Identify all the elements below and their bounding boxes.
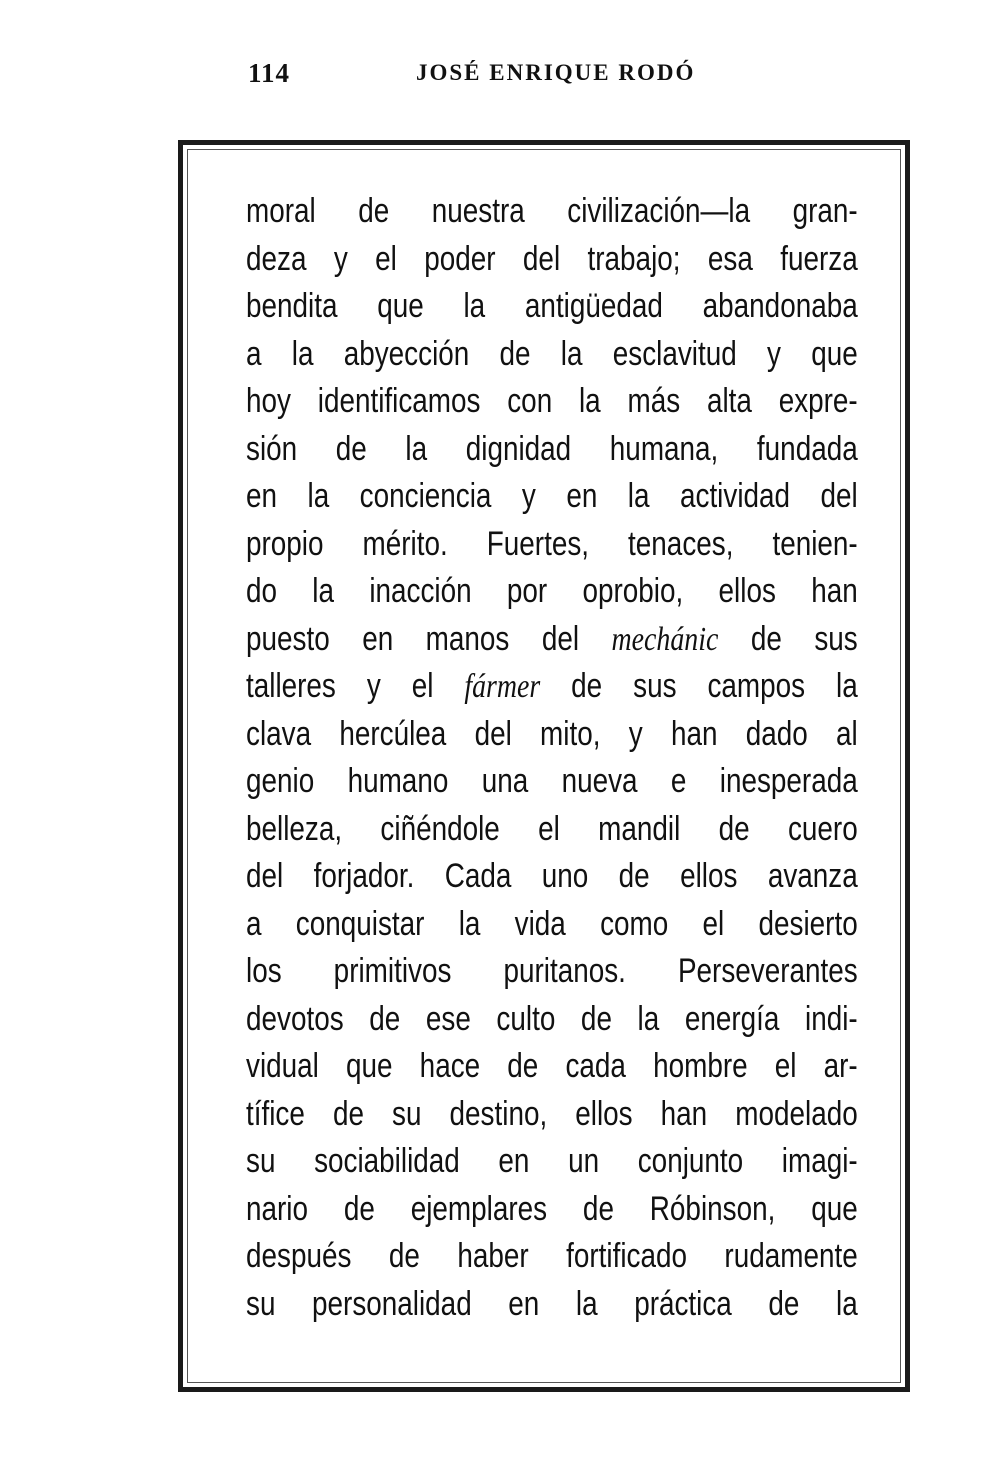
text-line: del forjador. Cada uno de ellos avanza <box>246 857 858 895</box>
text-line: do la inacción por oprobio, ellos han <box>246 572 858 610</box>
text-segment: talleres y el <box>246 667 465 705</box>
text-line: devotos de ese culto de la energía indi- <box>246 999 858 1038</box>
text-line: genio humano una nueva e inesperada <box>246 762 858 800</box>
text-line: en la conciencia y en la actividad del <box>246 477 858 515</box>
text-segment: de sus campos la <box>540 667 858 705</box>
text-line: clava hercúlea del mito, y han dado al <box>246 714 858 753</box>
text-segment: de sus <box>718 619 858 658</box>
text-line: nario de ejemplares de Róbinson, que <box>246 1189 858 1228</box>
text-line: sión de la dignidad humana, fundada <box>246 429 858 468</box>
page-header <box>248 58 708 98</box>
text-line: moral de nuestra civilización—la gran- <box>246 192 858 230</box>
text-line: belleza, ciñéndole el mandil de cuero <box>246 809 858 848</box>
text-segment: puesto en manos del <box>246 619 612 658</box>
italic-word: fármer <box>464 668 541 705</box>
text-line: su sociabilidad en un conjunto imagi- <box>246 1142 858 1180</box>
text-line: su personalidad en la práctica de la <box>246 1284 858 1323</box>
text-line: vidual que hace de cada hombre el ar- <box>246 1047 858 1085</box>
text-line: hoy identificamos con la más alta expre- <box>246 382 858 420</box>
text-line <box>246 663 858 711</box>
text-line: los primitivos puritanos. Perseverantes <box>246 952 858 990</box>
text-line: propio mérito. Fuertes, tenaces, tenien- <box>246 524 858 563</box>
running-head: JOSÉ ENRIQUE RODÓ <box>416 60 696 85</box>
text-line: después de haber fortificado rudamente <box>246 1237 858 1275</box>
text-line: deza y el poder del trabajo; esa fuerza <box>246 239 858 278</box>
body-text <box>246 188 858 1328</box>
text-line: bendita que la antigüedad abandonaba <box>246 287 858 325</box>
page-number: 114 <box>248 58 291 88</box>
text-line <box>246 616 858 664</box>
text-line: tífice de su destino, ellos han modelado <box>246 1094 858 1133</box>
italic-word: mechánic <box>611 620 719 658</box>
text-line: a la abyección de la esclavitud y que <box>246 334 858 373</box>
text-line: a conquistar la vida como el desierto <box>246 904 858 943</box>
